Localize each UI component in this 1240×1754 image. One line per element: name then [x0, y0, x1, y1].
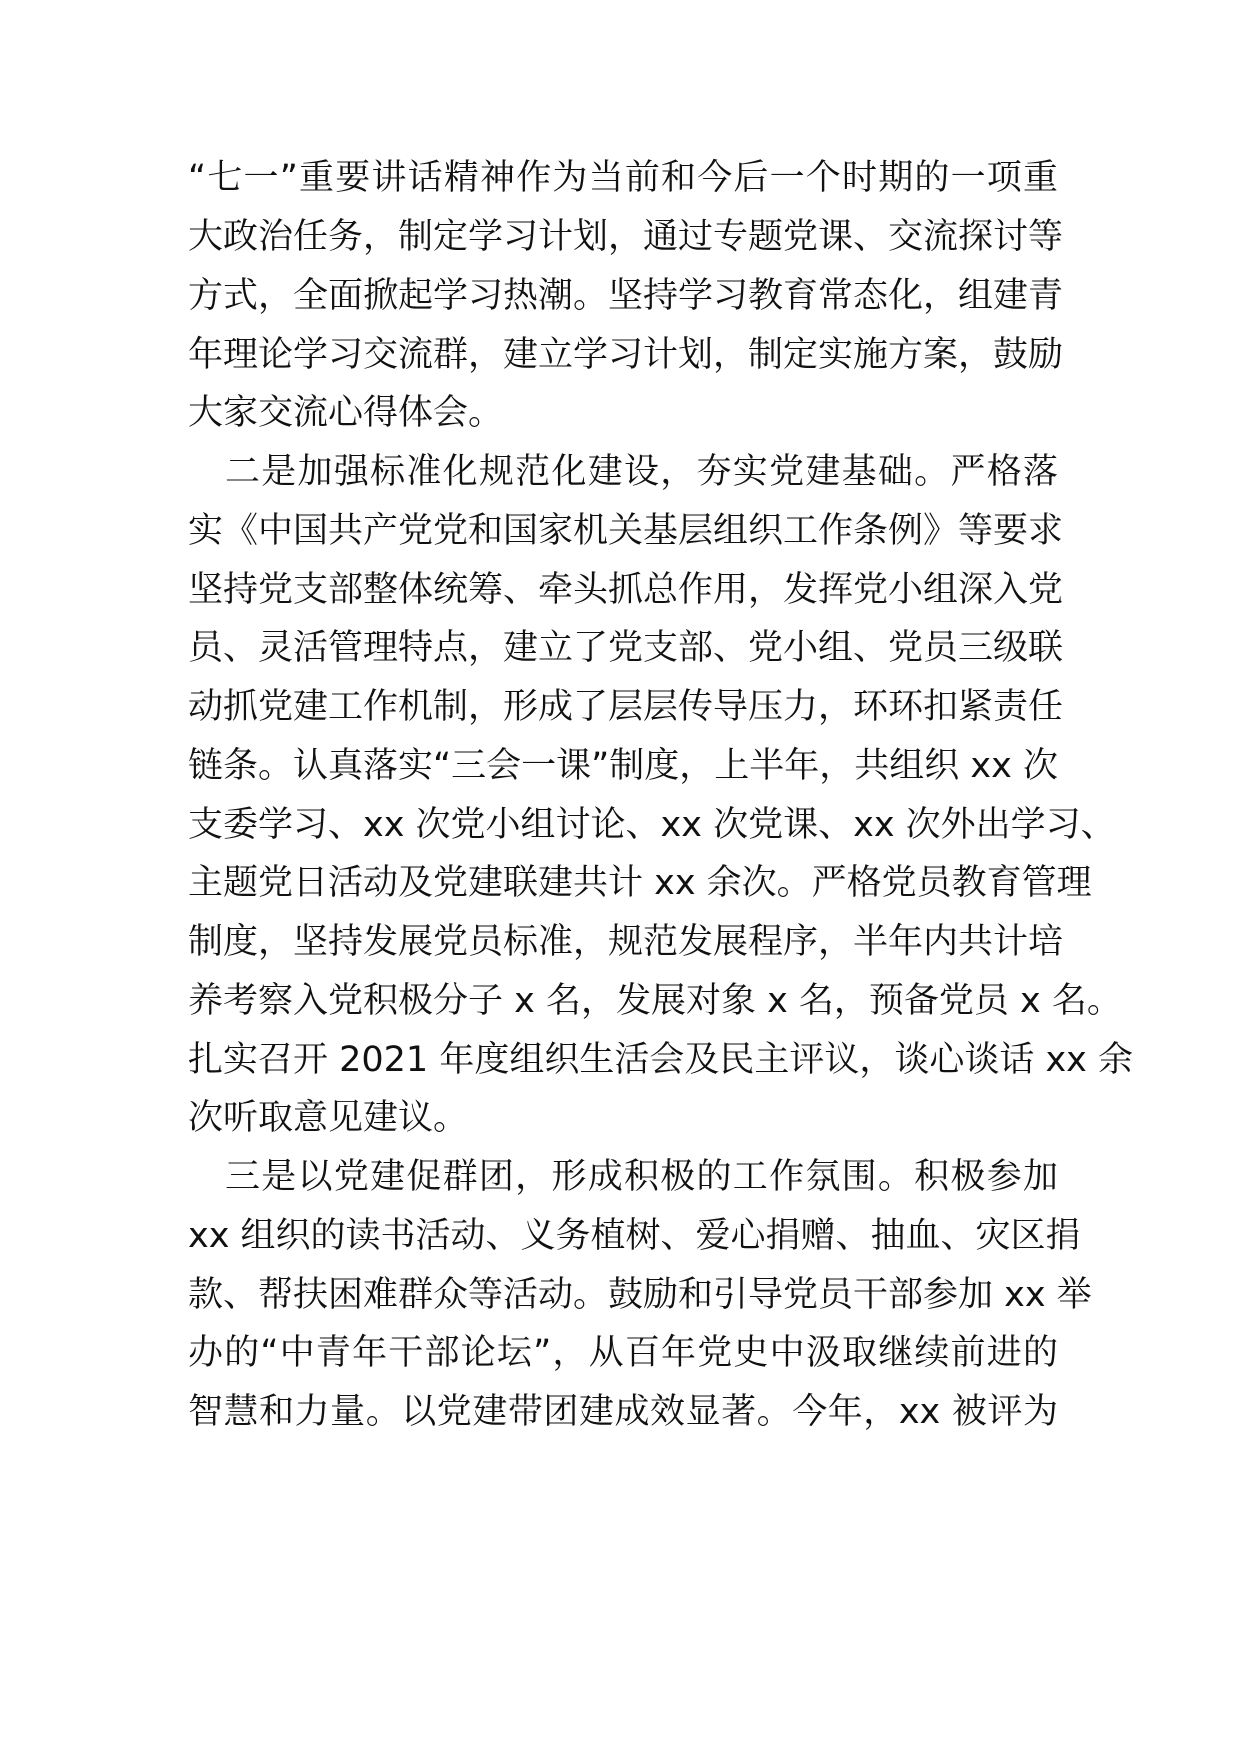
body-text-line: 智慧和力量。以党建带团建成效显著。今年，xx 被评为	[188, 1392, 1058, 1432]
body-text-line: 大政治任务，制定学习计划，通过专题党课、交流探讨等	[188, 217, 1064, 257]
body-text-line: 制度，坚持发展党员标准，规范发展程序，半年内共计培	[188, 922, 1064, 962]
paragraph-heading-line: 三是以党建促群团，形成积极的工作氛围。积极参加	[225, 1157, 1058, 1197]
body-text-line: 款、帮扶困难群众等活动。鼓励和引导党员干部参加 xx 举	[188, 1275, 1092, 1315]
body-text-line: 实《中国共产党党和国家机关基层组织工作条例》等要求	[188, 511, 1064, 551]
body-text-line: 养考察入党积极分子 x 名，发展对象 x 名，预备党员 x 名。	[188, 981, 1122, 1021]
body-text-line: xx 组织的读书活动、义务植树、爱心捐赠、抽血、灾区捐	[188, 1216, 1081, 1256]
body-text-line: 方式，全面掀起学习热潮。坚持学习教育常态化，组建青	[188, 276, 1064, 316]
body-text-line: 次听取意见建议。	[188, 1098, 469, 1138]
body-text-line: 主题党日活动及党建联建共计 xx 余次。严格党员教育管理	[188, 863, 1092, 903]
body-text-line: 大家交流心得体会。	[188, 393, 504, 433]
body-text-line: 动抓党建工作机制，形成了层层传导压力，环环扣紧责任	[188, 687, 1064, 727]
body-text-line: 员、灵活管理特点，建立了党支部、党小组、党员三级联	[188, 628, 1064, 668]
body-text-line: “七一”重要讲话精神作为当前和今后一个时期的一项重	[188, 158, 1058, 198]
body-text-line: 年理论学习交流群，建立学习计划，制定实施方案，鼓励	[188, 335, 1064, 375]
body-text-line: 扎实召开 2021 年度组织生活会及民主评议，谈心谈话 xx 余	[188, 1040, 1134, 1080]
body-text-line: 坚持党支部整体统筹、牵头抓总作用，发挥党小组深入党	[188, 570, 1064, 610]
body-text-line: 链条。认真落实“三会一课”制度，上半年，共组织 xx 次	[188, 746, 1058, 786]
paragraph-heading-line: 二是加强标准化规范化建设，夯实党建基础。严格落	[225, 452, 1058, 492]
body-text-line: 支委学习、xx 次党小组讨论、xx 次党课、xx 次外出学习、	[188, 805, 1116, 845]
body-text-line: 办的“中青年干部论坛”，从百年党史中汲取继续前进的	[188, 1333, 1058, 1373]
